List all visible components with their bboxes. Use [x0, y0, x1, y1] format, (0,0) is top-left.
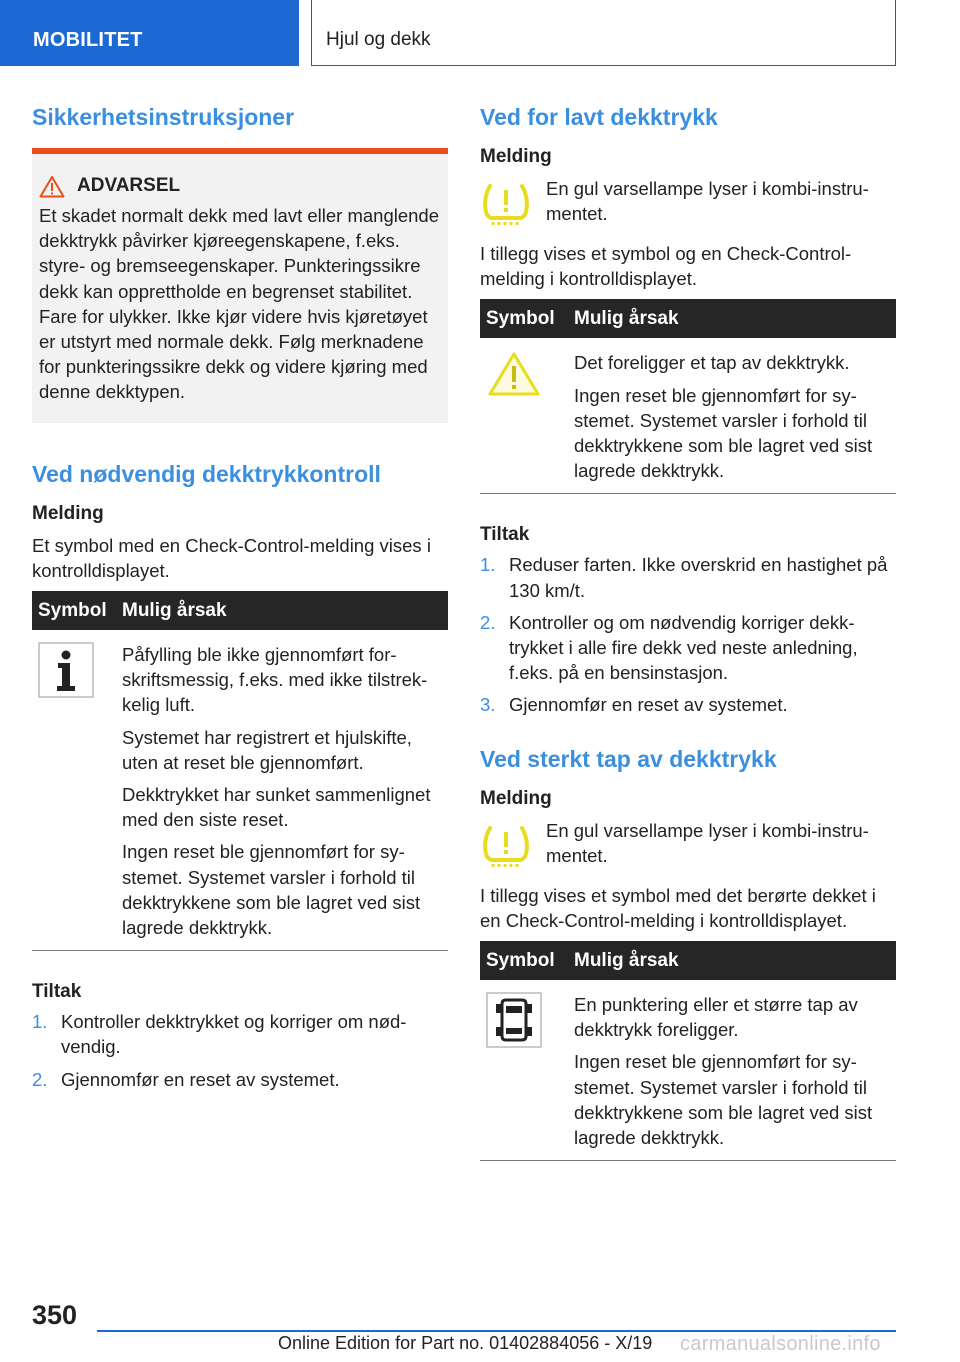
loss-lamp-text: En gul varsellampe lyser i kombi-instrumentet. [546, 819, 869, 866]
list-item [32, 1009, 448, 1059]
page-number: 350 [32, 1300, 78, 1330]
cause-text: Det foreligger et tap av dekktrykk. [574, 352, 850, 374]
list-item [32, 1067, 448, 1092]
step-text: Gjennomfør en reset av systemet. [509, 694, 788, 716]
message-text: Et symbol med en Check-Control-melding vises i kontrolldisplayet. [32, 534, 431, 581]
low-pressure-heading: Ved for lavt dekktrykk [480, 104, 718, 130]
step-number: 3. [480, 694, 496, 716]
chapter-title: Hjul og dekk [311, 0, 896, 66]
cause-text: Systemet har registrert et hjulskifte, uten at reset ble gjennomført. [122, 726, 412, 773]
loss-extra-text: I tillegg vises et symbol med det berørte dekket i en Check-Control-melding i kontrolldisplayet. [480, 884, 876, 931]
warning-title [39, 173, 440, 199]
loss-message-label: Melding [480, 787, 552, 809]
check-heading: Ved nødvendig dekktrykkontroll [32, 460, 381, 487]
list-item [480, 692, 896, 717]
cause-text: En punktering eller et større tap av dekktrykk foreligger. [574, 994, 858, 1041]
step-text: Reduser farten. Ikke overskrid en hastighet på 130 km/t. [509, 554, 888, 601]
cause-text: Ingen reset ble gjennomført for systemet. Systemet varsler i forhold til dekktrykkene som ble lagret ved sist lagrede dekktrykk. [574, 1051, 873, 1149]
cause-table [32, 591, 448, 951]
message-label: Melding [32, 502, 104, 524]
loss-lamp-icon-cell [480, 818, 546, 873]
tire-pressure-warning-icon [480, 824, 532, 868]
warning-title-text: ADVARSEL [77, 175, 181, 196]
warning-text: Et skadet normalt dekk med lavt eller manglende dekktrykk påvirker kjøreegenskapene, f.eks. styre- og bremseegenskaper. Punkteringssikre dekk kan opprettholde en begrenset stabilitet. Fare for ulykker. Ikke kjør videre hvis kjøretøyet er utstyrt med normale dekk. Følg merknadene for punkteringssikre dekk og videre kjøring med denne dekktypen. [39, 205, 440, 403]
step-text: Gjennomfør en reset av systemet. [61, 1068, 340, 1090]
loss-lamp-row [480, 818, 896, 873]
cause-text: Ingen reset ble gjennomført for systemet. Systemet varsler i forhold til dekktrykkene som ble lagret ved sist lagrede dekktrykk. [122, 841, 421, 939]
list-item [480, 552, 896, 602]
table-symbol-cell [480, 338, 568, 494]
left-column [32, 100, 448, 1099]
table-row [32, 630, 448, 951]
cause-text: Dekktrykket har sunket sammenlignet med den siste reset. [122, 784, 431, 831]
warning-triangle-icon [39, 175, 65, 198]
loss-heading: Ved sterkt tap av dekktrykk [480, 745, 777, 772]
tire-pressure-warning-icon [480, 182, 532, 226]
section-tab: MOBILITET [0, 0, 299, 66]
low-measures-label: Tiltak [480, 524, 530, 546]
low-cause-table [480, 299, 896, 494]
loss-cause-table [480, 941, 896, 1161]
watermark: carmanualsonline.info [680, 1333, 881, 1355]
table-cause-cell [116, 630, 448, 951]
step-number: 2. [32, 1068, 48, 1090]
low-lamp-icon-cell [480, 176, 546, 231]
table-symbol-cell [480, 980, 568, 1161]
table-cause-cell [568, 338, 896, 494]
footer-edition: Online Edition for Part no. 01402884056 - X/19 [278, 1333, 653, 1353]
list-item [480, 610, 896, 686]
low-extra-text: I tillegg vises et symbol og en Check-Control-melding i kontrolldisplayet. [480, 243, 852, 290]
info-icon [38, 642, 94, 698]
measures-list [32, 1009, 448, 1092]
low-lamp-row [480, 176, 896, 231]
warning-box [32, 148, 448, 423]
low-measures-list [480, 552, 896, 717]
table-row [480, 338, 896, 494]
table-header-symbol: Symbol [32, 591, 116, 630]
step-text: Kontroller og om nødvendig korriger dekktrykket i alle fire dekk ved neste anledning, f.eks. på en bensinstasjon. [509, 611, 858, 684]
table-header-cause: Mulig årsak [568, 299, 896, 338]
step-text: Kontroller dekktrykket og korriger om nødvendig. [61, 1011, 407, 1058]
footer-divider [97, 1330, 896, 1332]
table-header-cause: Mulig årsak [568, 941, 896, 980]
table-row [480, 980, 896, 1161]
measures-label: Tiltak [32, 981, 82, 1003]
table-header-cause: Mulig årsak [116, 591, 448, 630]
table-symbol-cell [32, 630, 116, 951]
right-column [480, 100, 896, 1161]
low-lamp-text: En gul varsellampe lyser i kombi-instrumentet. [546, 178, 869, 225]
table-header-symbol: Symbol [480, 941, 568, 980]
table-header-symbol: Symbol [480, 299, 568, 338]
car-tire-icon [486, 992, 542, 1048]
table-cause-cell [568, 980, 896, 1161]
cause-text: Påfylling ble ikke gjennomført forskriftsmessig, f.eks. med ikke tilstrekkelig luft. [122, 644, 428, 716]
step-number: 1. [32, 1011, 48, 1033]
step-number: 2. [480, 611, 496, 633]
step-number: 1. [480, 554, 496, 576]
warning-triangle-icon [486, 350, 542, 398]
safety-heading: Sikkerhetsinstruksjoner [32, 104, 295, 130]
cause-text: Ingen reset ble gjennomført for systemet. Systemet varsler i forhold til dekktrykkene som ble lagret ved sist lagrede dekktrykk. [574, 384, 873, 482]
low-message-label: Melding [480, 146, 552, 167]
